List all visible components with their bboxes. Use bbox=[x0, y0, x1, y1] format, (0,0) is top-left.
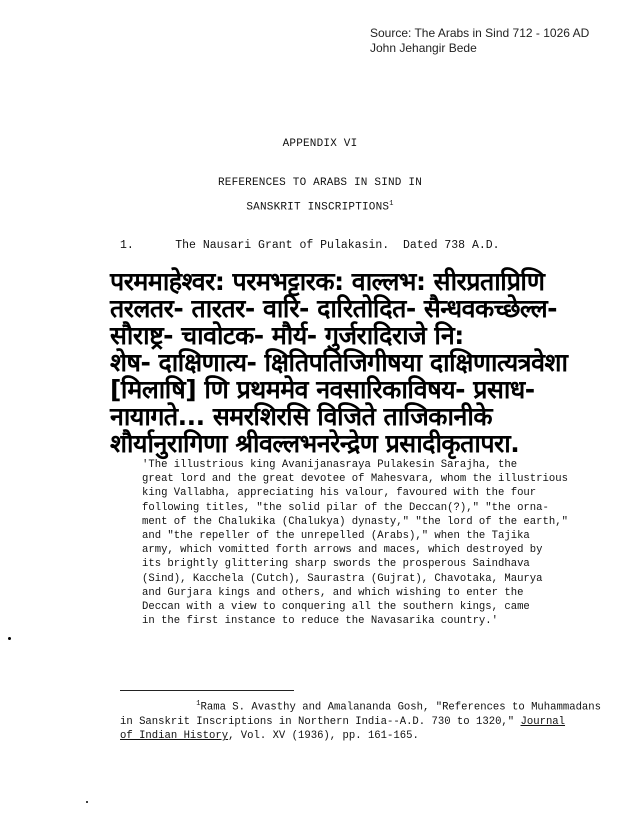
quote-line: and Gurjara kings and others, and which wishing to enter the bbox=[142, 586, 524, 599]
inscription-line: सौराष्ट्र- चावोटक- मौर्य- गुर्जरादिराजे नि: bbox=[110, 321, 464, 350]
scan-speck bbox=[86, 801, 88, 803]
quote-line: (Sind), Kacchela (Cutch), Saurastra (Gujrat), Chavotaka, Maurya bbox=[142, 572, 543, 585]
quote-line: in the first instance to reduce the Navasarika country.' bbox=[142, 615, 499, 628]
section-title-line2 bbox=[0, 200, 640, 214]
quote-line: 'The illustrious king Avanijanasraya Pulakesin Sarajha, the bbox=[142, 459, 518, 471]
item-number: 1. bbox=[120, 239, 134, 252]
translation-quote bbox=[142, 458, 594, 628]
footnote bbox=[120, 697, 602, 743]
footnote-line2 bbox=[120, 715, 590, 729]
item-title: The Nausari Grant of Pulakasin. Dated 738 A.D. bbox=[175, 239, 500, 252]
quote-line: king Vallabha, appreciating his valour, favoured with the four bbox=[142, 487, 537, 500]
inscription-line: [मिलाषि] णि प्रथममेव नवसारिकाविषय- प्रसाध- bbox=[110, 375, 535, 404]
footnote-marker: 1 bbox=[196, 700, 201, 708]
quote-line: its brightly glittering sharp swords the prosperous Saindhava bbox=[142, 558, 530, 571]
inscription-line: शेष- दाक्षिणात्य- क्षितिपतिजिगीषया दाक्षिणात्यत्रवेशा bbox=[110, 348, 568, 377]
section-title-line1: REFERENCES TO ARABS IN SIND IN bbox=[217, 177, 423, 189]
footnote-divider bbox=[120, 690, 294, 691]
quote-line: army, which vomitted forth arrows and maces, which destroyed by bbox=[142, 544, 543, 557]
footnote-ref: 1 bbox=[389, 200, 394, 208]
section-title-text: SANSKRIT INSCRIPTIONS bbox=[246, 201, 390, 214]
item-heading bbox=[120, 239, 500, 252]
inscription-line: परममाहेश्वर: परमभट्टारक: वाल्लभ: सीरप्रताप्रिणि bbox=[110, 267, 545, 296]
footnote-line1 bbox=[120, 697, 602, 715]
inscription-line: नायागते... समरशिरसि विजिते ताजिकानीके bbox=[110, 402, 493, 431]
inscription-line: शौर्यानुरागिणा श्रीवल्लभनरेन्द्रेण प्रसादीकृतापरा. bbox=[110, 429, 520, 458]
footnote-text-2: in Sanskrit Inscriptions in Northern India--A.D. 730 to 1320," bbox=[120, 715, 521, 728]
scan-speck bbox=[8, 637, 11, 640]
footnote-text-3: , Vol. XV (1936), pp. 161-165. bbox=[228, 729, 419, 742]
quote-line: following titles, "the solid pilar of the Deccan(?)," "the orna- bbox=[142, 501, 549, 514]
quote-line: ment of the Chalukika (Chalukya) dynasty," "the lord of the earth," bbox=[142, 515, 568, 528]
source-note bbox=[370, 26, 589, 56]
journal-title-part2: of Indian History bbox=[120, 729, 229, 742]
quote-line: and "the repeller of the unrepelled (Arabs)," when the Tajika bbox=[142, 530, 530, 543]
appendix-title: APPENDIX VI bbox=[282, 138, 358, 150]
quote-line: great lord and the great devotee of Mahesvara, whom the illustrious bbox=[142, 473, 568, 486]
journal-title-part1: Journal bbox=[520, 715, 566, 728]
source-author: John Jehangir Bede bbox=[370, 41, 477, 55]
source-title: Source: The Arabs in Sind 712 - 1026 AD bbox=[370, 26, 590, 40]
footnote-line3 bbox=[120, 729, 590, 743]
quote-line: Deccan with a view to conquering all the southern kings, came bbox=[142, 601, 530, 614]
footnote-text-1: Rama S. Avasthy and Amalananda Gosh, "References to Muhammadans bbox=[200, 701, 602, 714]
inscription-line: तरलतर- तारतर- वारि- दारितोदित- सैन्धवकच्छेल्ल- bbox=[110, 294, 558, 323]
sanskrit-inscription bbox=[110, 268, 590, 457]
